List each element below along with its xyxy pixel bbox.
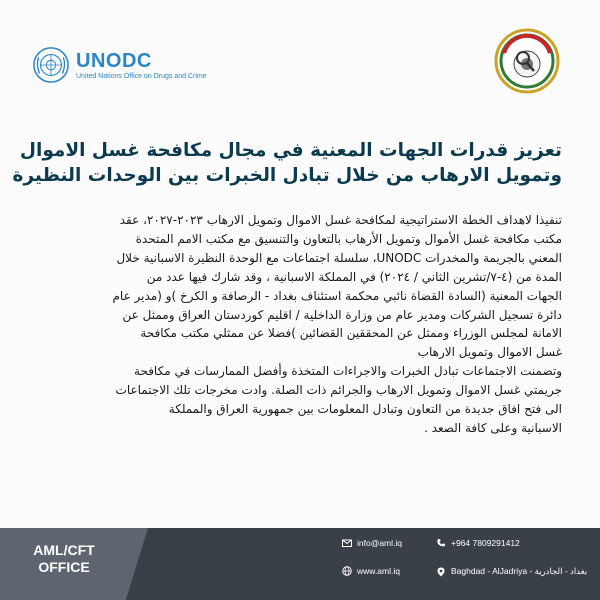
body-line: المعني بالجريمة والمخدرات UNODC، سلسلة اجتماعات مع الوحدة النظيرة الاسبانية خلال <box>116 250 562 265</box>
location-pin-icon <box>436 567 446 577</box>
email-icon <box>342 538 352 548</box>
body-line: وتضمنت الاجتماعات تبادل الخبرات والاجراءات المتخذة وأفضل الممارسات في مكافحة <box>134 364 562 379</box>
email-text[interactable]: info@aml.iq <box>357 538 403 548</box>
phone-contact[interactable] <box>436 538 520 548</box>
address-text: Baghdad - AlJadriya - بغداد - الجادرية <box>451 566 588 576</box>
article-body <box>32 211 562 438</box>
address-contact <box>436 566 587 577</box>
office-line: OFFICE <box>38 559 90 575</box>
un-emblem-icon <box>32 46 70 84</box>
body-line: الجهات المعنية (السادة القضاة نائبي محكمة استئناف بغداد - الرصافة و الكرخ )و (مدير عام <box>112 288 562 303</box>
footer <box>0 528 600 600</box>
email-contact[interactable] <box>342 538 402 548</box>
body-line: المدة من (٤-٧/تشرين الثاني / ٢٠٢٤) في المملكة الاسبانية ، وقد شارك فيها عدد من <box>146 269 562 284</box>
body-line: تنفيذا لاهداف الخطة الاستراتيجية لمكافحة غسل الاموال وتمويل الارهاب ٢٠٢٣-٢٠٢٧، عقد <box>119 213 562 227</box>
unodc-title: UNODC <box>76 49 152 72</box>
globe-icon <box>342 566 352 576</box>
article-title <box>12 138 562 188</box>
iraq-seal-icon <box>494 28 560 94</box>
body-line: غسل الاموال وتمويل الارهاب <box>417 345 562 360</box>
title-line: تعزيز قدرات الجهات المعنية في مجال مكافحة غسل الاموال <box>19 140 562 161</box>
body-line: جريمتي غسل الاموال وتمويل الارهاب والجرائم ذات الصلة. وادت مخرجات تلك الاجتماعات <box>115 383 562 398</box>
office-label <box>0 542 128 576</box>
header <box>0 0 600 120</box>
body-line: مكتب مكافحة غسل الأموال وتمويل الأرهاب بالتعاون والتنسيق مع مكتب الامم المتحدة <box>135 231 562 246</box>
phone-text[interactable]: +964 7809291412 <box>451 538 520 548</box>
unodc-logo <box>32 46 207 84</box>
body-line: الاسبانية وعلى كافة الصعد . <box>424 420 562 435</box>
title-line: وتمويل الارهاب من خلال تبادل الخبرات بين الوحدات النظيرة <box>12 165 562 186</box>
body-line: دائرة تسجيل الشركات ومدير عام من وزارة الداخلية / اقليم كوردستان العراق وممثل عن <box>122 307 562 322</box>
website-text[interactable]: www.aml.iq <box>357 566 400 576</box>
body-line: الامانة لمجلس الوزراء وممثل عن المحققين القضائين )فضلا عن ممثلي مكتب مكافحة <box>140 326 562 341</box>
phone-icon <box>436 538 446 548</box>
body-line: الى فتح افاق جديدة من التعاون وتبادل المعلومات بين جمهورية العراق والمملكة <box>168 402 562 417</box>
unodc-subtitle: United Nations Office on Drugs and Crime <box>76 72 207 80</box>
office-line: AML/CFT <box>33 542 95 558</box>
website-contact[interactable] <box>342 566 400 576</box>
